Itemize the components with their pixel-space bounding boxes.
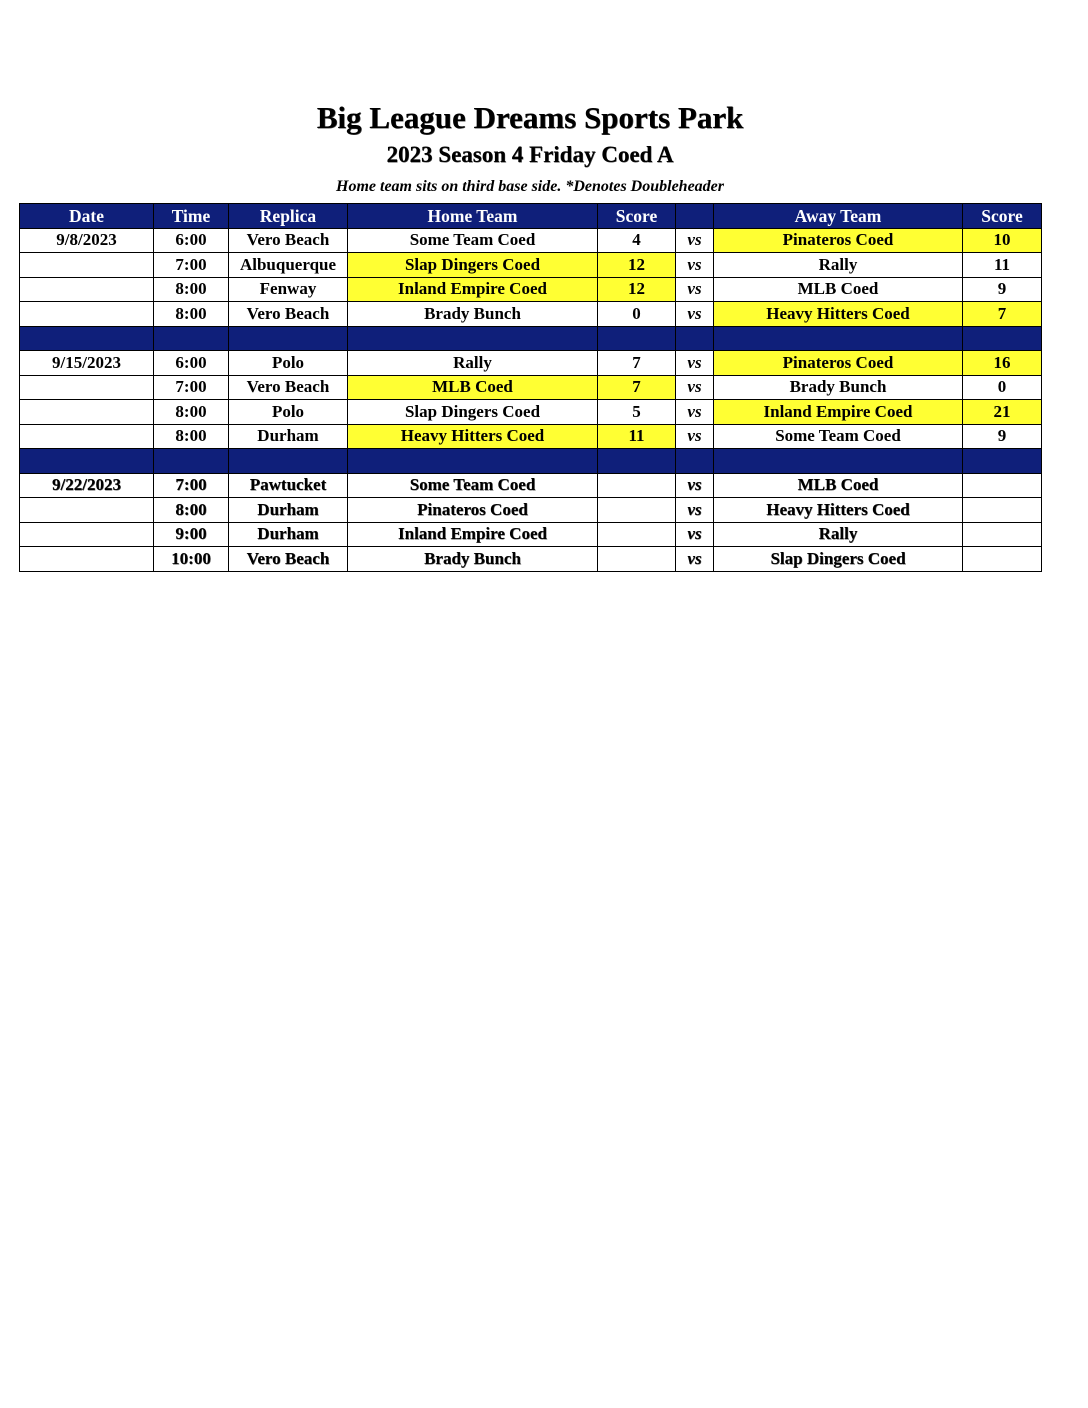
page-title: Big League Dreams Sports Park: [316, 100, 744, 135]
schedule-body: [20, 228, 1042, 571]
away-team: Heavy Hitters Coed: [714, 498, 963, 523]
home-team: Pinateros Coed: [348, 498, 598, 523]
home-score: 4: [598, 228, 676, 253]
game-time: 6:00: [154, 351, 229, 376]
separator-cell: [348, 449, 598, 474]
game-time: 8:00: [154, 400, 229, 425]
away-score: 0: [963, 375, 1042, 400]
separator-cell: [154, 449, 229, 474]
game-row: [20, 400, 1042, 425]
separator-cell: [598, 326, 676, 351]
game-date: [20, 400, 154, 425]
away-team: Slap Dingers Coed: [714, 547, 963, 572]
home-team: Rally: [348, 351, 598, 376]
page-subtitle: 2023 Season 4 Friday Coed A: [386, 142, 674, 167]
separator-cell: [676, 326, 714, 351]
header-replica: Replica: [229, 204, 348, 229]
game-replica: Fenway: [229, 277, 348, 302]
separator-cell: [714, 449, 963, 474]
separator-cell: [348, 326, 598, 351]
home-team: Slap Dingers Coed: [348, 253, 598, 278]
game-replica: Durham: [229, 424, 348, 449]
game-time: 8:00: [154, 424, 229, 449]
home-team: Some Team Coed: [348, 473, 598, 498]
separator-cell: [963, 449, 1042, 474]
game-replica: Vero Beach: [229, 547, 348, 572]
game-row: [20, 351, 1042, 376]
away-score: 9: [963, 277, 1042, 302]
game-time: 7:00: [154, 253, 229, 278]
away-team: Pinateros Coed: [714, 228, 963, 253]
away-team: Pinateros Coed: [714, 351, 963, 376]
home-team: Some Team Coed: [348, 228, 598, 253]
vs-label: vs: [676, 473, 714, 498]
game-replica: Durham: [229, 498, 348, 523]
home-score: 0: [598, 302, 676, 327]
game-row: [20, 253, 1042, 278]
home-score: 5: [598, 400, 676, 425]
home-score: 11: [598, 424, 676, 449]
game-date: 9/15/2023: [20, 351, 154, 376]
away-score: 10: [963, 228, 1042, 253]
game-date: 9/22/2023: [20, 473, 154, 498]
home-score: 7: [598, 351, 676, 376]
game-date: [20, 375, 154, 400]
separator-cell: [676, 449, 714, 474]
header-home-team: Home Team: [348, 204, 598, 229]
header-away-score: Score: [963, 204, 1042, 229]
vs-label: vs: [676, 400, 714, 425]
game-time: 8:00: [154, 498, 229, 523]
away-team: Brady Bunch: [714, 375, 963, 400]
game-replica: Vero Beach: [229, 375, 348, 400]
away-score: [963, 522, 1042, 547]
header-away-team: Away Team: [714, 204, 963, 229]
away-team: MLB Coed: [714, 277, 963, 302]
away-team: Heavy Hitters Coed: [714, 302, 963, 327]
game-row: [20, 424, 1042, 449]
home-team: Brady Bunch: [348, 302, 598, 327]
game-row: [20, 498, 1042, 523]
header-home-score: Score: [598, 204, 676, 229]
away-team: Inland Empire Coed: [714, 400, 963, 425]
game-time: 10:00: [154, 547, 229, 572]
separator-cell: [229, 326, 348, 351]
schedule-note: Home team sits on third base side. *Denotes Doubleheader: [336, 178, 724, 195]
game-replica: Vero Beach: [229, 228, 348, 253]
schedule-table: [19, 203, 1042, 572]
week-separator-row: [20, 449, 1042, 474]
game-time: 8:00: [154, 277, 229, 302]
game-date: [20, 498, 154, 523]
away-score: 11: [963, 253, 1042, 278]
away-score: 7: [963, 302, 1042, 327]
game-row: [20, 522, 1042, 547]
separator-cell: [714, 326, 963, 351]
game-replica: Albuquerque: [229, 253, 348, 278]
away-score: [963, 547, 1042, 572]
home-score: [598, 547, 676, 572]
home-team: Heavy Hitters Coed: [348, 424, 598, 449]
separator-cell: [598, 449, 676, 474]
vs-label: vs: [676, 375, 714, 400]
vs-label: vs: [676, 228, 714, 253]
away-team: Some Team Coed: [714, 424, 963, 449]
home-team: Inland Empire Coed: [348, 277, 598, 302]
vs-label: vs: [676, 277, 714, 302]
game-date: [20, 547, 154, 572]
game-replica: Polo: [229, 351, 348, 376]
separator-cell: [154, 326, 229, 351]
game-time: 9:00: [154, 522, 229, 547]
home-score: 12: [598, 277, 676, 302]
header-date: Date: [20, 204, 154, 229]
game-time: 8:00: [154, 302, 229, 327]
game-date: [20, 302, 154, 327]
game-row: [20, 375, 1042, 400]
game-date: [20, 522, 154, 547]
home-score: 7: [598, 375, 676, 400]
vs-label: vs: [676, 351, 714, 376]
header-vs: [676, 204, 714, 229]
game-replica: Durham: [229, 522, 348, 547]
away-score: [963, 498, 1042, 523]
separator-cell: [20, 449, 154, 474]
away-score: 9: [963, 424, 1042, 449]
game-date: [20, 424, 154, 449]
vs-label: vs: [676, 522, 714, 547]
home-score: 12: [598, 253, 676, 278]
home-team: Brady Bunch: [348, 547, 598, 572]
game-row: [20, 547, 1042, 572]
game-replica: Polo: [229, 400, 348, 425]
week-separator-row: [20, 326, 1042, 351]
away-score: [963, 473, 1042, 498]
vs-label: vs: [676, 424, 714, 449]
game-time: 7:00: [154, 473, 229, 498]
game-time: 7:00: [154, 375, 229, 400]
table-header-row: [20, 204, 1042, 229]
home-score: [598, 522, 676, 547]
home-score: [598, 498, 676, 523]
away-score: 21: [963, 400, 1042, 425]
away-team: Rally: [714, 253, 963, 278]
home-team: MLB Coed: [348, 375, 598, 400]
home-team: Inland Empire Coed: [348, 522, 598, 547]
home-team: Slap Dingers Coed: [348, 400, 598, 425]
game-row: [20, 228, 1042, 253]
vs-label: vs: [676, 253, 714, 278]
game-date: [20, 277, 154, 302]
game-date: 9/8/2023: [20, 228, 154, 253]
away-score: 16: [963, 351, 1042, 376]
game-date: [20, 253, 154, 278]
header-time: Time: [154, 204, 229, 229]
away-team: MLB Coed: [714, 473, 963, 498]
vs-label: vs: [676, 498, 714, 523]
game-row: [20, 473, 1042, 498]
vs-label: vs: [676, 302, 714, 327]
game-replica: Vero Beach: [229, 302, 348, 327]
game-replica: Pawtucket: [229, 473, 348, 498]
game-time: 6:00: [154, 228, 229, 253]
away-team: Rally: [714, 522, 963, 547]
separator-cell: [229, 449, 348, 474]
separator-cell: [963, 326, 1042, 351]
game-row: [20, 277, 1042, 302]
game-row: [20, 302, 1042, 327]
separator-cell: [20, 326, 154, 351]
home-score: [598, 473, 676, 498]
vs-label: vs: [676, 547, 714, 572]
